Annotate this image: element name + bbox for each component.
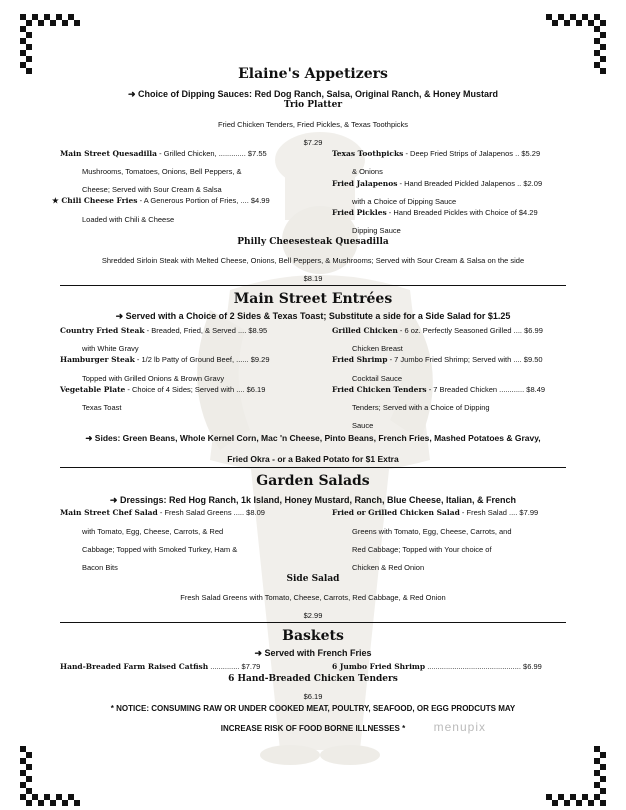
entrees-sides-line-1: ➜ Sides: Green Beans, Whole Kernel Corn, Mac 'n Cheese, Pinto Beans, French Fries, Mashed Potatoes & Gravy,: [85, 433, 541, 443]
appetizers-note: ➜ Choice of Dipping Sauces: Red Dog Ranch, Salsa, Original Ranch, & Honey Mustard: [127, 89, 499, 99]
section-divider: [60, 622, 566, 623]
menu-item: Texas Toothpicks - Deep Fried Strips of Jalapenos .. $5.29: [332, 149, 541, 158]
menu-item-desc: Sauce: [352, 421, 374, 430]
menu-item: Fried or Grilled Chicken Salad - Fresh Salad .... $7.99: [332, 508, 539, 517]
menu-item-desc: with White Gravy: [82, 344, 139, 353]
menu-item-desc: Chicken & Red Onion: [352, 563, 425, 572]
appetizers-title: Elaine's Appetizers: [238, 66, 388, 82]
salads-title: Garden Salads: [256, 473, 370, 489]
menu-item: Main Street Quesadilla - Grilled Chicken, ............. $7.55: [60, 149, 267, 158]
food-safety-notice-line-1: * NOTICE: CONSUMING RAW OR UNDER COOKED MEAT, POULTRY, SEAFOOD, OR EGG PRODCUTS MAY: [110, 704, 516, 713]
menu-page: [52, 0, 566, 810]
menu-item-desc: Cabbage; Topped with Smoked Turkey, Ham &: [82, 545, 238, 554]
trio-platter-name: Trio Platter: [283, 100, 343, 110]
menu-item-desc: Texas Toast: [82, 403, 122, 412]
philly-quesadilla-desc: Shredded Sirloin Steak with Melted Cheese, Onions, Bell Peppers, & Mushrooms; Served with Sour Cream & Salsa on the side: [101, 256, 525, 265]
menu-item-desc: with a Choice of Dipping Sauce: [352, 197, 457, 206]
baskets-title: Baskets: [282, 628, 344, 644]
menu-item-desc: with Tomato, Egg, Cheese, Carrots, & Red: [82, 527, 224, 536]
menu-item-desc: Loaded with Chili & Cheese: [82, 215, 175, 224]
philly-quesadilla-price: $8.19: [303, 274, 323, 283]
menu-item: ★ Chili Cheese Fries - A Generous Portion of Fries, .... $4.99: [52, 196, 270, 205]
chicken-tenders-basket-name: 6 Hand-Breaded Chicken Tenders: [228, 674, 398, 684]
chicken-tenders-basket-price: $6.19: [303, 692, 323, 701]
menu-item-desc: Cocktail Sauce: [352, 374, 403, 383]
philly-quesadilla-name: Philly Cheesesteak Quesadilla: [237, 237, 389, 247]
menu-item-desc: Topped with Grilled Onions & Brown Gravy: [82, 374, 225, 383]
side-salad-desc: Fresh Salad Greens with Tomato, Cheese, Carrots, Red Cabbage, & Red Onion: [180, 593, 446, 602]
food-safety-notice-line-2: INCREASE RISK OF FOOD BORNE ILLNESSES *: [220, 724, 406, 733]
menu-item: Country Fried Steak - Breaded, Fried, & Served .... $8.95: [60, 326, 268, 335]
entrees-note: ➜ Served with a Choice of 2 Sides & Texas Toast; Substitute a side for a Side Salad for $1.25: [115, 311, 511, 321]
section-divider: [60, 467, 566, 468]
menu-item-desc: Tenders; Served with a Choice of Dipping: [352, 403, 490, 412]
menu-item-desc: Bacon Bits: [82, 563, 118, 572]
menu-item-desc: Cheese; Served with Sour Cream & Salsa: [82, 185, 222, 194]
salads-note: ➜ Dressings: Red Hog Ranch, 1k Island, Honey Mustard, Ranch, Blue Cheese, Italian, & French: [109, 495, 517, 505]
menu-item-desc: Chicken Breast: [352, 344, 403, 353]
menu-item: 6 Jumbo Fried Shrimp ............................................. $6.99: [332, 662, 542, 671]
menu-item-desc: & Onions: [352, 167, 383, 176]
menu-item: Grilled Chicken - 6 oz. Perfectly Seasoned Grilled .... $6.99: [332, 326, 543, 335]
entrees-title: Main Street Entrées: [233, 291, 393, 307]
menu-item: Fried Shrimp - 7 Jumbo Fried Shrimp; Served with .... $9.50: [332, 355, 543, 364]
entrees-sides-line-2: Fried Okra - or a Baked Potato for $1 Extra: [227, 454, 399, 464]
trio-platter-price: $7.29: [303, 138, 323, 147]
menu-item: Fried Jalapenos - Hand Breaded Pickled Jalapenos .. $2.09: [332, 179, 543, 188]
menu-item: Main Street Chef Salad - Fresh Salad Greens ..... $8.09: [60, 508, 265, 517]
menu-item: Hand-Breaded Farm Raised Catfish .............. $7.79: [60, 662, 261, 671]
menu-item: Fried Pickles - Hand Breaded Pickles with Choice of $4.29: [332, 208, 538, 217]
side-salad-name: Side Salad: [286, 574, 340, 584]
trio-platter-desc: Fried Chicken Tenders, Fried Pickles, & Texas Toothpicks: [217, 120, 409, 129]
menu-item: Fried Chicken Tenders - 7 Breaded Chicken ............ $8.49: [332, 385, 546, 394]
menu-item-desc: Dipping Sauce: [352, 226, 401, 235]
section-divider: [60, 285, 566, 286]
menu-item: Vegetable Plate - Choice of 4 Sides; Served with .... $6.19: [60, 385, 266, 394]
menu-item: Hamburger Steak - 1/2 lb Patty of Ground Beef, ...... $9.29: [60, 355, 270, 364]
menu-item-desc: Red Cabbage; Topped with Your choice of: [352, 545, 492, 554]
watermark: menupix: [433, 720, 486, 734]
menu-item-desc: Greens with Tomato, Egg, Cheese, Carrots, and: [352, 527, 512, 536]
baskets-note: ➜ Served with French Fries: [254, 648, 372, 658]
menu-item-desc: Mushrooms, Tomatoes, Onions, Bell Peppers, &: [82, 167, 242, 176]
side-salad-price: $2.99: [303, 611, 323, 620]
